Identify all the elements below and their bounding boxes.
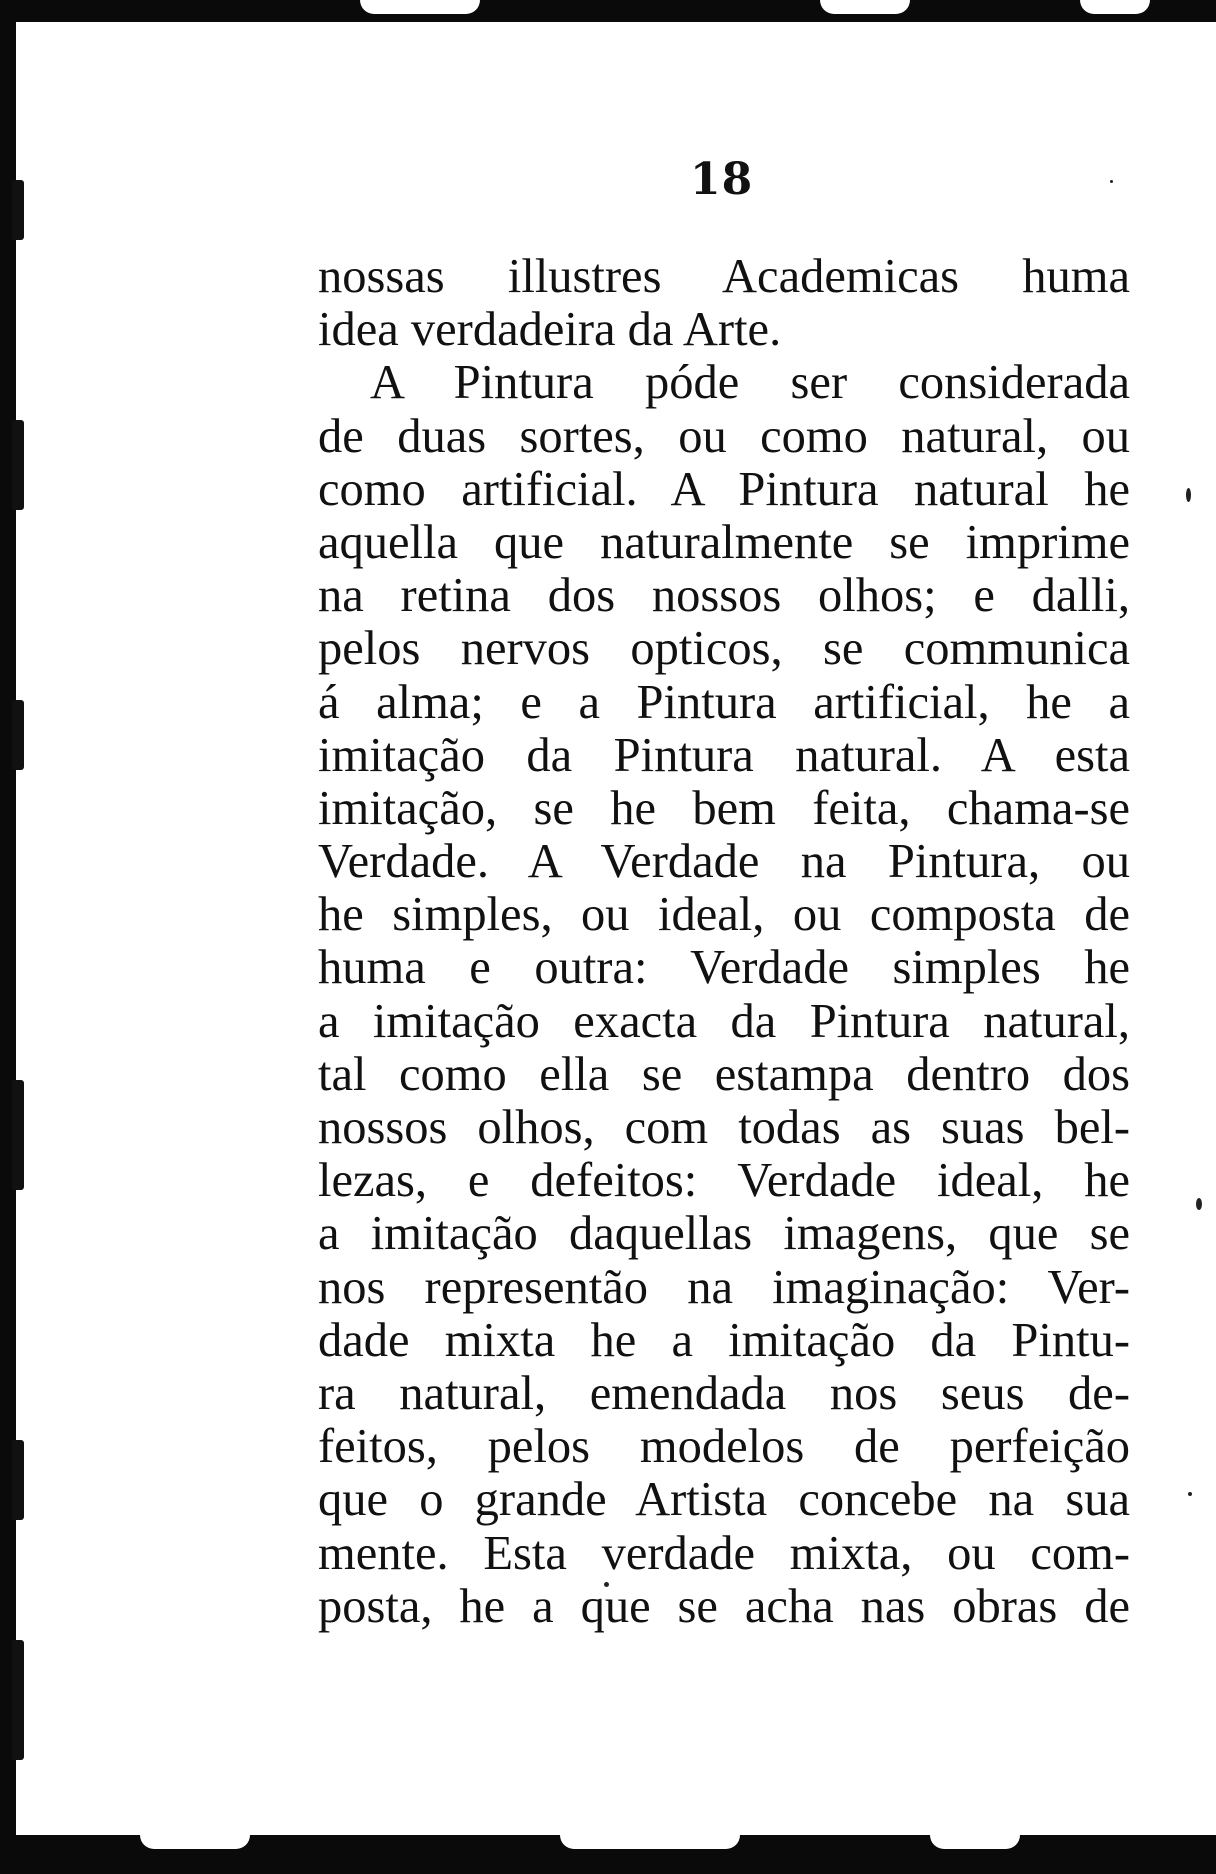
text-line: huma e outra: Verdade simples he (318, 941, 1130, 995)
page-number: 18 (690, 154, 754, 205)
text-line: á alma; e a Pintura artificial, he a (318, 675, 1130, 729)
scan-border-blot (12, 180, 24, 240)
scan-border-blot (12, 420, 24, 510)
scan-speck (1196, 1198, 1202, 1210)
text-line: mente. Esta verdade mixta, ou com- (318, 1526, 1130, 1580)
text-line: dade mixta he a imitação da Pintu- (318, 1313, 1130, 1367)
text-line: lezas, e defeitos: Verdade ideal, he (318, 1154, 1130, 1208)
scan-border-notch (1080, 0, 1150, 14)
text-line: de duas sortes, ou como natural, ou (318, 409, 1130, 463)
text-line: A Pintura póde ser considerada (370, 356, 1130, 410)
text-line: na retina dos nossos olhos; e dalli, (318, 569, 1130, 623)
text-line: nos representão na imaginação: Ver- (318, 1260, 1130, 1314)
scan-border-notch (360, 0, 480, 14)
text-line: pelos nervos opticos, se communica (318, 622, 1130, 676)
scan-border-left (0, 0, 16, 1874)
text-line: nossas illustres Academicas huma (318, 250, 1130, 303)
scan-border-blot (12, 700, 24, 770)
scan-speck (1188, 1492, 1192, 1496)
text-line: tal como ella se estampa dentro dos (318, 1047, 1130, 1101)
text-line: imitação, se he bem feita, chama-se (318, 781, 1130, 835)
text-line: imitação da Pintura natural. A esta (318, 728, 1130, 782)
text-line: he simples, ou ideal, ou composta de (318, 888, 1130, 942)
text-line: a imitação daquellas imagens, que se (318, 1207, 1130, 1261)
text-line: ra natural, emendada nos seus de- (318, 1366, 1130, 1420)
scan-border-top (0, 0, 1216, 22)
scan-border-blot (12, 1440, 24, 1520)
text-line: feitos, pelos modelos de perfeição (318, 1420, 1130, 1474)
scan-border-blot (12, 1640, 24, 1760)
scan-border-notch (820, 0, 910, 14)
text-line: como artificial. A Pintura natural he (318, 462, 1130, 516)
scan-border-gap (140, 1835, 250, 1849)
text-line: que o grande Artista concebe na sua (318, 1473, 1130, 1527)
text-line: aquella que naturalmente se imprime (318, 515, 1130, 569)
scan-border-gap (560, 1835, 740, 1849)
text-line: idea verdadeira da Arte. (318, 303, 782, 357)
text-line: nossos olhos, com todas as suas bel- (318, 1101, 1130, 1154)
text-line: a imitação exacta da Pintura natural, (318, 994, 1130, 1048)
scan-border-blot (12, 1080, 24, 1190)
text-line: posta, he a que se acha nas obras de (318, 1579, 1130, 1633)
scan-speck (1186, 488, 1191, 502)
body-text (318, 250, 1130, 1633)
text-line: Verdade. A Verdade na Pintura, ou (318, 835, 1130, 889)
scan-border-gap (930, 1835, 1020, 1849)
scan-speck (1110, 180, 1113, 183)
